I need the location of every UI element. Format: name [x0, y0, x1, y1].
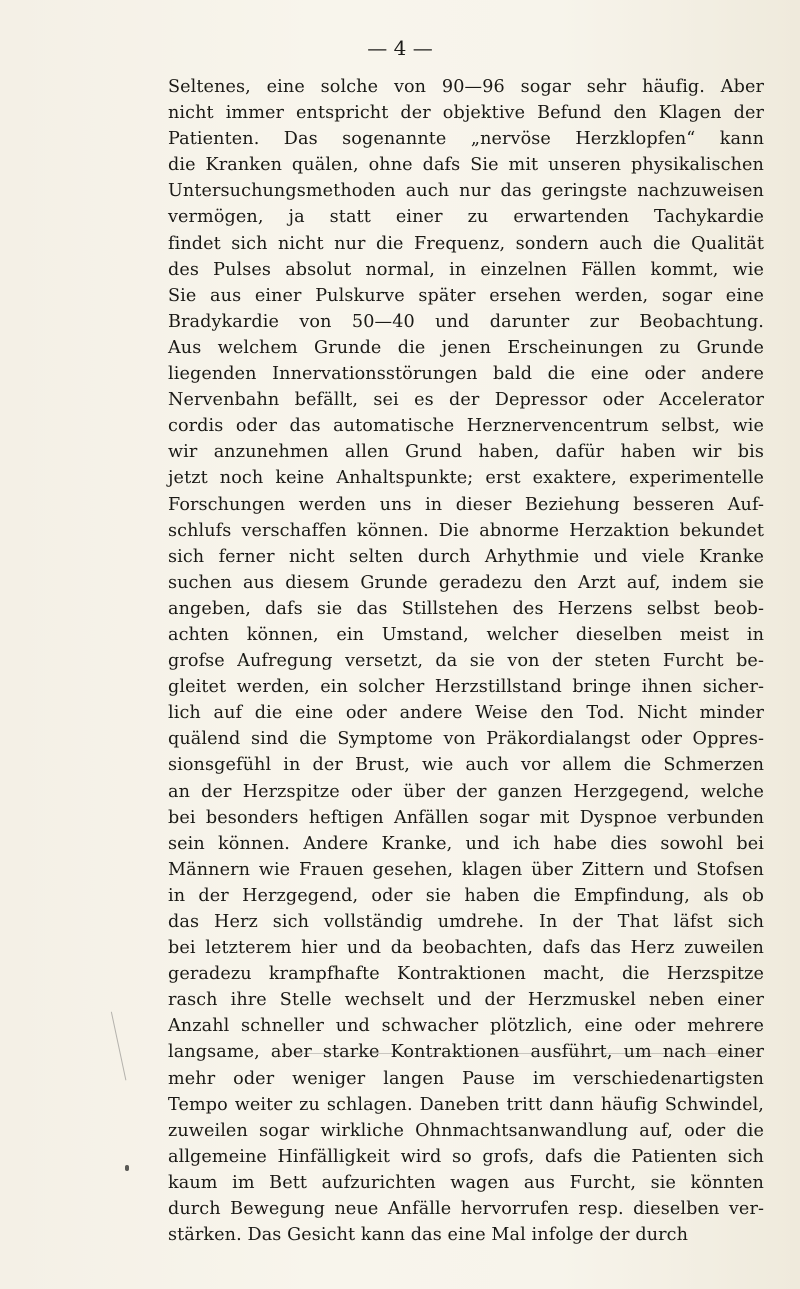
text-line: Männern wie Frauen gesehen, klagen über Zittern und Stofsen	[168, 859, 764, 880]
text-line: an der Herzspitze oder über der ganzen Herzgegend, welche	[168, 781, 764, 802]
margin-pencil-mark	[111, 1010, 136, 1081]
text-line: in der Herzgegend, oder sie haben die Empfindung, als ob	[168, 885, 764, 906]
text-line: angeben, dafs sie das Stillstehen des Herzens selbst beob-	[168, 598, 764, 619]
text-line: suchen aus diesem Grunde geradezu den Arzt auf, indem sie	[168, 572, 764, 593]
text-line: vermögen, ja statt einer zu erwartenden Tachykardie	[168, 207, 764, 228]
text-line: bei letzterem hier und da beobachten, dafs das Herz zuweilen	[168, 938, 764, 959]
text-line: Sie aus einer Pulskurve später ersehen werden, sogar eine	[168, 285, 764, 306]
text-line: Patienten. Das sogenannte „nervöse Herzklopfen“ kann	[168, 129, 764, 150]
text-line: Aus welchem Grunde die jenen Erscheinungen zu Grunde	[168, 337, 764, 358]
text-line: Tempo weiter zu schlagen. Daneben tritt dann häufig Schwindel,	[168, 1094, 764, 1115]
text-line: Seltenes, eine solche von 90—96 sogar sehr häufig. Aber	[168, 77, 764, 97]
text-line: geradezu krampfhafte Kontraktionen macht, die Herzspitze	[168, 964, 764, 985]
text-line: bei besonders heftigen Anfällen sogar mit Dyspnoe verbunden	[168, 807, 764, 828]
text-line: Untersuchungsmethoden auch nur das geringste nachzuweisen	[168, 181, 764, 202]
text-line: Anzahl schneller und schwacher plötzlich, eine oder mehrere	[168, 1016, 764, 1037]
text-line: des Pulses absolut normal, in einzelnen Fällen kommt, wie	[168, 259, 764, 280]
text-line: wir anzunehmen allen Grund haben, dafür haben wir bis	[168, 442, 764, 463]
text-line: sein können. Andere Kranke, und ich habe dies sowohl bei	[168, 833, 764, 854]
body-text	[168, 74, 764, 1248]
text-line: Forschungen werden uns in dieser Beziehung besseren Auf-	[168, 494, 764, 515]
text-line: jetzt noch keine Anhaltspunkte; erst exaktere, experimentelle	[168, 468, 764, 489]
text-line: die Kranken quälen, ohne dafs Sie mit unseren physikalischen	[168, 155, 764, 176]
text-line: mehr oder weniger langen Pause im verschiedenartigsten	[168, 1068, 764, 1089]
text-line: sionsgefühl in der Brust, wie auch vor allem die Schmerzen	[168, 755, 764, 776]
text-line: zuweilen sogar wirkliche Ohnmachtsanwandlung auf, oder die	[168, 1120, 764, 1141]
text-line: sich ferner nicht selten durch Arhythmie und viele Kranke	[168, 546, 764, 567]
text-line: lich auf die eine oder andere Weise den Tod. Nicht minder	[168, 703, 764, 724]
text-line: das Herz sich vollständig umdrehe. In der That läfst sich	[168, 912, 764, 932]
text-line: stärken. Das Gesicht kann das eine Mal infolge der durch	[168, 1225, 689, 1246]
ink-spot	[125, 1165, 129, 1171]
text-line: liegenden Innervationsstörungen bald die eine oder andere	[168, 364, 764, 385]
text-line: Nervenbahn befällt, sei es der Depressor oder Accelerator	[168, 390, 764, 411]
text-line: quälend sind die Symptome von Präkordialangst oder Oppres-	[168, 729, 764, 750]
text-line: achten können, ein Umstand, welcher dieselben meist in	[168, 624, 764, 645]
underline-pencil-mark	[290, 1053, 760, 1054]
text-line: rasch ihre Stelle wechselt und der Herzmuskel neben einer	[168, 990, 764, 1011]
text-line: nicht immer entspricht der objektive Befund den Klagen der	[168, 103, 764, 124]
text-line: gleitet werden, ein solcher Herzstillstand bringe ihnen sicher-	[168, 677, 764, 698]
text-line: kaum im Bett aufzurichten wagen aus Furcht, sie könnten	[168, 1172, 764, 1193]
text-line: cordis oder das automatische Herznervencentrum selbst, wie	[168, 416, 764, 437]
text-line: durch Bewegung neue Anfälle hervorrufen resp. dieselben ver-	[168, 1199, 764, 1220]
text-line: allgemeine Hinfälligkeit wird so grofs, dafs die Patienten sich	[168, 1146, 764, 1167]
page-number: — 4 —	[367, 36, 433, 60]
text-line: langsame, aber starke Kontraktionen ausführt, um nach einer	[168, 1042, 764, 1063]
text-line: Bradykardie von 50—40 und darunter zur Beobachtung.	[168, 311, 764, 332]
text-line: findet sich nicht nur die Frequenz, sondern auch die Qualität	[168, 233, 764, 254]
text-line: grofse Aufregung versetzt, da sie von der steten Furcht be-	[168, 651, 764, 672]
text-line: schlufs verschaffen können. Die abnorme Herzaktion bekundet	[168, 520, 764, 541]
